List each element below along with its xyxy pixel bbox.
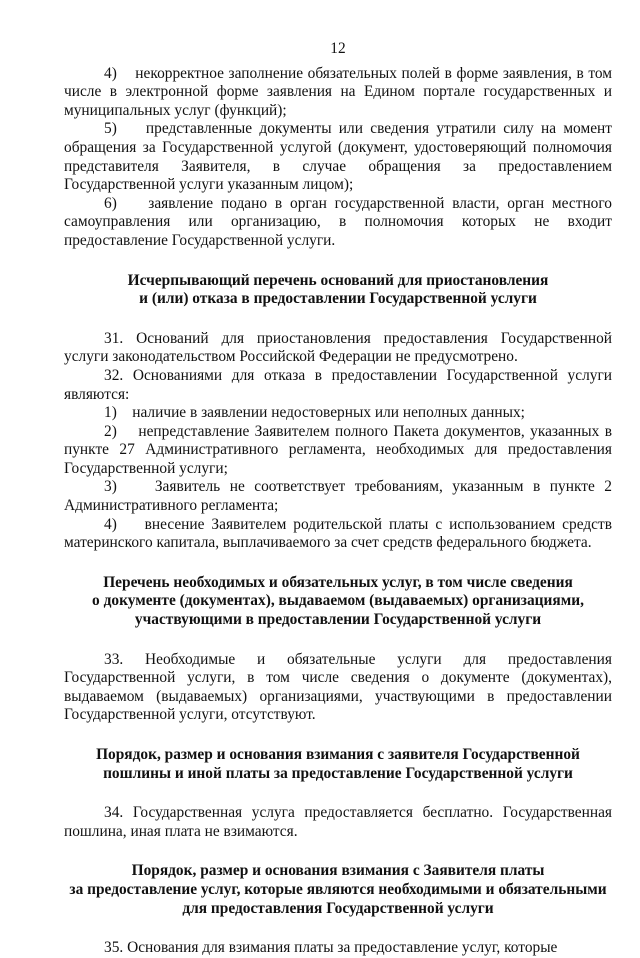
- paragraph-34: 34. Государственная услуга предоставляется бесплатно. Государственная пошлина, иная плата не взимаются.: [64, 804, 612, 840]
- paragraph-33: 33. Необходимые и обязательные услуги для предоставления Государственной услуги, в том числе сведения о документе (документах), выдаваемом (выдаваемых) организациями, участвующими в предоставлении Государственной услуги, отсутствуют.: [64, 650, 612, 724]
- list-item-32-2: 2) непредставление Заявителем полного Пакета документов, указанных в пункте 27 Административного регламента, необходимых для предоставления Государственной услуги;: [64, 422, 612, 477]
- heading-line: для предоставления Государственной услуги: [182, 899, 494, 917]
- heading-line: за предоставление услуг, которые являются необходимыми и обязательными: [69, 880, 607, 898]
- heading-line: Перечень необходимых и обязательных услуг, в том числе сведения: [103, 573, 573, 591]
- list-item-32-1: 1) наличие в заявлении недостоверных или неполных данных;: [104, 404, 525, 422]
- section-heading-required-services: [64, 574, 612, 630]
- section-heading-service-fee: [64, 862, 612, 918]
- paragraph-31: 31. Оснований для приостановления предоставления Государственной услуги законодательством Российской Федерации не предусмотрено.: [64, 329, 612, 366]
- section-heading-grounds-refusal: [64, 272, 612, 309]
- heading-line: и (или) отказа в предоставлении Государственной услуги: [139, 290, 537, 308]
- paragraph-32: 32. Основаниями для отказа в предоставлении Государственной услуги являются:: [64, 366, 612, 403]
- paragraph-item-5: 5) представленные документы или сведения утратили силу на момент обращения за Государственной услугой (документ, удостоверяющий полномочия представителя Заявителя, в случае обращения за предоставлением Государственной услуги указанным лицом);: [64, 120, 612, 194]
- heading-line: Порядок, размер и основания взимания с Заявителя платы: [131, 862, 545, 880]
- heading-line: о документе (документах), выдаваемом (выдаваемых) организациями,: [92, 592, 584, 610]
- heading-line: участвующими в предоставлении Государственной услуги: [134, 611, 542, 629]
- paragraph-item-6: 6) заявление подано в орган государственной власти, орган местного самоуправления или организацию, в полномочия которых не входит предоставление Государственной услуги.: [64, 194, 612, 249]
- heading-line: пошлины и иной платы за предоставление Государственной услуги: [103, 764, 573, 782]
- list-item-32-3: 3) Заявитель не соответствует требованиям, указанным в пункте 2 Административного регламента;: [64, 478, 612, 515]
- paragraph-item-4: 4) некорректное заполнение обязательных полей в форме заявления, в том числе в электронной форме заявления на Едином портале государственных и муниципальных услуг (функций);: [64, 64, 612, 119]
- document-page: [64, 40, 612, 958]
- page-number: 12: [330, 40, 346, 57]
- section-heading-state-fee: [64, 746, 612, 783]
- list-item-32-4: 4) внесение Заявителем родительской платы с использованием средств материнского капитала, выплачиваемого за счет средств федерального бюджета.: [64, 515, 612, 552]
- heading-line: Исчерпывающий перечень оснований для приостановления: [127, 271, 549, 289]
- heading-line: Порядок, размер и основания взимания с заявителя Государственной: [96, 746, 580, 763]
- paragraph-35: 35. Основания для взимания платы за предоставление услуг, которые: [104, 939, 558, 957]
